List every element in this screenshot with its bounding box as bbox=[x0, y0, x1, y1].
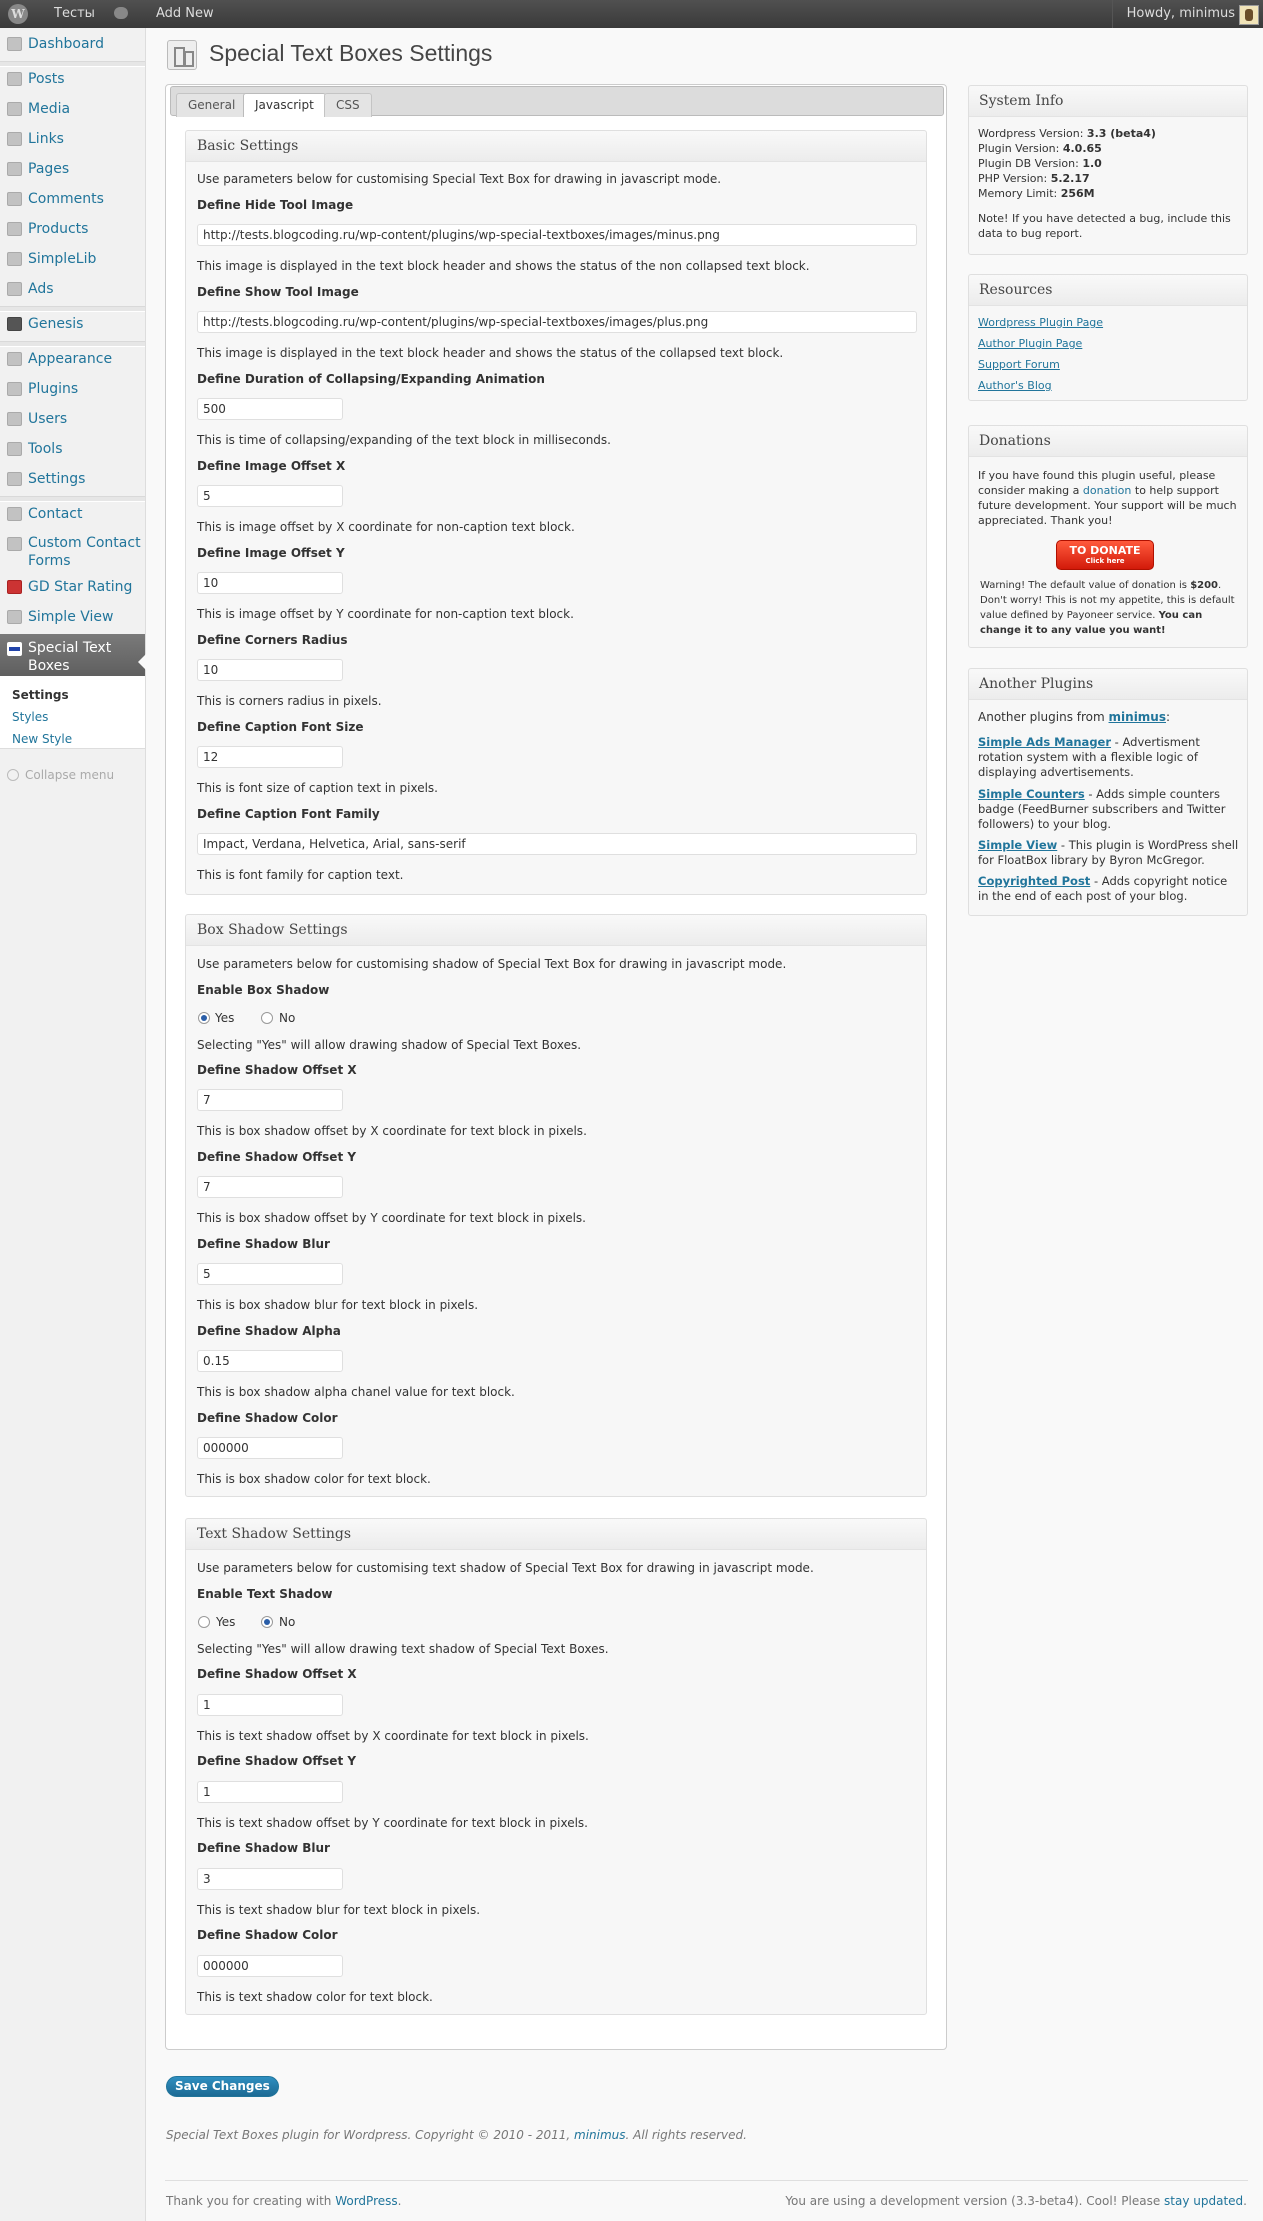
sidebar-item-label: Appearance bbox=[28, 351, 113, 367]
warning-text: Warning! The default value of donation is bbox=[980, 580, 1191, 591]
plugin-desc: - This plugin is WordPress shell for FloatBox library by Byron McGregor. bbox=[978, 838, 1239, 867]
box-shadow-offset-y-label: Define Shadow Offset Y bbox=[197, 1150, 357, 1164]
wordpress-link[interactable]: WordPress bbox=[335, 2194, 398, 2208]
box-shadow-color-label: Define Shadow Color bbox=[197, 1411, 338, 1425]
enable-text-shadow-desc: Selecting "Yes" will allow drawing text shadow of Special Text Boxes. bbox=[197, 1642, 609, 1656]
show-tool-image-input[interactable]: http://tests.blogcoding.ru/wp-content/plugins/wp-special-textboxes/images/plus.png bbox=[197, 311, 917, 333]
enable-text-shadow-label: Enable Text Shadow bbox=[197, 1587, 333, 1601]
footer-version bbox=[785, 2194, 1247, 2208]
sidebar-item-label: Dashboard bbox=[28, 36, 104, 52]
sidebar-item-contact[interactable] bbox=[0, 499, 145, 529]
corners-radius-desc: This is corners radius in pixels. bbox=[197, 694, 382, 708]
box-header bbox=[969, 275, 1247, 306]
animation-duration-input[interactable]: 500 bbox=[197, 398, 343, 420]
image-offset-y-desc: This is image offset by Y coordinate for non-caption text block. bbox=[197, 607, 574, 621]
donate-button-sublabel: Click here bbox=[1085, 557, 1125, 565]
sidebar-item-label: Special Text Boxes bbox=[28, 640, 112, 674]
footer-thanks-text: Thank you for creating with bbox=[166, 2194, 336, 2208]
plugin-desc: - Adds simple counters badge (FeedBurner subscribers and Twitter followers) to your blog. bbox=[978, 787, 1226, 831]
box-shadow-intro: Use parameters below for customising shadow of Special Text Box for drawing in javascript mode. bbox=[197, 957, 787, 971]
show-tool-image-label: Define Show Tool Image bbox=[197, 285, 359, 299]
sidebar-item-label: Simple View bbox=[28, 609, 114, 625]
donations-text bbox=[978, 468, 1240, 528]
sidebar-item-label: Pages bbox=[28, 161, 70, 177]
text-shadow-yes-radio[interactable] bbox=[198, 1616, 210, 1628]
info-label: PHP Version: bbox=[978, 172, 1051, 185]
tab-bar bbox=[170, 86, 944, 116]
plugin-item-simple-view bbox=[978, 838, 1240, 868]
caption-font-family-input[interactable]: Impact, Verdana, Helvetica, Arial, sans-serif bbox=[197, 833, 917, 855]
text-shadow-no-radio[interactable] bbox=[261, 1616, 273, 1628]
sidebar-item-label: GD Star Rating bbox=[28, 579, 133, 595]
author-plugin-page-link[interactable]: Author Plugin Page bbox=[978, 337, 1083, 350]
donate-button[interactable] bbox=[1056, 540, 1154, 570]
basic-settings-intro: Use parameters below for customising Special Text Box for drawing in javascript mode. bbox=[197, 172, 722, 186]
plugin-item-copyrighted-post bbox=[978, 874, 1240, 904]
text-shadow-offset-x-label: Define Shadow Offset X bbox=[197, 1667, 357, 1681]
author-minimus-link[interactable]: minimus bbox=[1108, 710, 1166, 724]
admin-sidebar bbox=[0, 28, 146, 2221]
intro-text-end: : bbox=[1166, 710, 1171, 724]
corners-radius-label: Define Corners Radius bbox=[197, 633, 348, 647]
submenu bbox=[0, 676, 145, 749]
donation-warning bbox=[980, 578, 1242, 638]
simple-ads-manager-link[interactable]: Simple Ads Manager bbox=[978, 735, 1112, 749]
info-plugin-version bbox=[978, 141, 1102, 156]
genesis-icon bbox=[7, 317, 22, 331]
info-label: Plugin DB Version: bbox=[978, 157, 1083, 170]
sidebar-item-gd-star-rating[interactable] bbox=[0, 572, 145, 602]
sidebar-item-label: Comments bbox=[28, 191, 104, 207]
image-offset-y-input[interactable]: 10 bbox=[197, 572, 343, 594]
pushpin-icon bbox=[7, 252, 22, 266]
copyrighted-post-link[interactable]: Copyrighted Post bbox=[978, 874, 1091, 888]
plugin-item-simple-ads-manager bbox=[978, 735, 1240, 780]
text-shadow-offset-x-desc: This is text shadow offset by X coordinate for text block in pixels. bbox=[197, 1729, 589, 1743]
info-value: 256M bbox=[1060, 187, 1095, 200]
hide-tool-image-input[interactable]: http://tests.blogcoding.ru/wp-content/plugins/wp-special-textboxes/images/minus.png bbox=[197, 224, 917, 246]
user-menu[interactable] bbox=[1112, 0, 1263, 28]
sidebar-item-custom-contact-forms[interactable] bbox=[0, 529, 145, 571]
collapse-menu-label: Collapse menu bbox=[25, 768, 115, 782]
sidebar-item-dashboard[interactable] bbox=[0, 29, 145, 59]
copyright-author-link[interactable]: minimus bbox=[574, 2128, 626, 2142]
sidebar-item-tools[interactable] bbox=[0, 434, 145, 464]
footer-thanks-end: . bbox=[397, 2194, 402, 2208]
info-wordpress-version bbox=[978, 126, 1156, 141]
contact-icon bbox=[7, 507, 22, 521]
enable-box-shadow-desc: Selecting "Yes" will allow drawing shadow of Special Text Boxes. bbox=[197, 1038, 582, 1052]
box-title: System Info bbox=[979, 93, 1064, 109]
sidebar-item-special-text-boxes[interactable] bbox=[0, 634, 145, 676]
sidebar-item-ads[interactable] bbox=[0, 274, 145, 304]
caption-font-size-label: Define Caption Font Size bbox=[197, 720, 364, 734]
collapse-menu-button[interactable] bbox=[7, 768, 114, 782]
sidebar-item-posts[interactable] bbox=[0, 64, 145, 94]
avatar bbox=[1239, 5, 1259, 25]
sidebar-item-simplelib[interactable] bbox=[0, 244, 145, 274]
plugin-item-simple-counters bbox=[978, 787, 1240, 832]
donate-button-label: TO DONATE bbox=[1069, 544, 1141, 557]
intro-text: Another plugins from bbox=[978, 710, 1109, 724]
info-label: Plugin Version: bbox=[978, 142, 1063, 155]
box-shadow-offset-y-input[interactable]: 7 bbox=[197, 1176, 343, 1198]
footer-version-text: You are using a development version (3.3-beta4). Cool! Please bbox=[785, 2194, 1165, 2208]
donations-text-start: If you have found this plugin useful, please consider making a bbox=[978, 469, 1216, 497]
info-php-version bbox=[978, 171, 1090, 186]
wordpress-logo-icon[interactable]: W bbox=[8, 4, 28, 24]
another-plugins-intro bbox=[978, 710, 1170, 725]
page-icon bbox=[7, 162, 22, 176]
media-icon bbox=[7, 102, 22, 116]
warning-amount: $200 bbox=[1190, 580, 1219, 591]
info-note: Note! If you have detected a bug, include this data to bug report. bbox=[978, 212, 1231, 240]
image-offset-x-desc: This is image offset by X coordinate for non-caption text block. bbox=[197, 520, 575, 534]
info-value: 1.0 bbox=[1082, 157, 1102, 170]
save-changes-button[interactable]: Save Changes bbox=[166, 2076, 279, 2097]
info-plugin-db-version bbox=[978, 156, 1102, 171]
section-header bbox=[186, 915, 926, 946]
box-shadow-offset-x-desc: This is box shadow offset by X coordinate for text block in pixels. bbox=[197, 1124, 587, 1138]
box-header bbox=[969, 426, 1247, 457]
box-shadow-settings-section bbox=[185, 914, 927, 1497]
caption-font-size-desc: This is font size of caption text in pixels. bbox=[197, 781, 438, 795]
simple-view-icon bbox=[7, 610, 22, 624]
authors-blog-link[interactable]: Author's Blog bbox=[978, 379, 1052, 392]
text-shadow-blur-desc: This is text shadow blur for text block in pixels. bbox=[197, 1903, 481, 1917]
box-header bbox=[969, 669, 1247, 700]
submenu-item-styles[interactable]: Styles bbox=[12, 710, 49, 724]
submenu-item-settings[interactable]: Settings bbox=[12, 688, 69, 702]
sidebar-item-pages[interactable] bbox=[0, 154, 145, 184]
sidebar-item-label: Ads bbox=[28, 281, 54, 297]
sidebar-item-users[interactable] bbox=[0, 404, 145, 434]
users-icon bbox=[7, 412, 22, 426]
sidebar-item-plugins[interactable] bbox=[0, 374, 145, 404]
image-offset-x-label: Define Image Offset X bbox=[197, 459, 346, 473]
admin-bar bbox=[0, 0, 1263, 28]
submenu-item-new-style[interactable]: New Style bbox=[12, 732, 73, 746]
donations-text-end: to help support future development. Your support will be much appreciated. Thank you! bbox=[978, 484, 1237, 527]
text-shadow-offset-x-input[interactable]: 1 bbox=[197, 1694, 343, 1716]
pushpin-icon bbox=[7, 222, 22, 236]
stay-updated-link[interactable]: stay updated bbox=[1164, 2194, 1244, 2208]
tab-css[interactable]: CSS bbox=[324, 93, 372, 117]
sidebar-item-comments[interactable] bbox=[0, 184, 145, 214]
sidebar-item-label: Genesis bbox=[28, 316, 84, 332]
howdy-text: Howdy, minimus bbox=[1126, 6, 1235, 21]
box-title: Resources bbox=[979, 282, 1053, 298]
sidebar-item-label: Posts bbox=[28, 71, 65, 87]
text-shadow-blur-label: Define Shadow Blur bbox=[197, 1841, 330, 1855]
collapse-arrow-icon bbox=[7, 769, 19, 781]
sidebar-item-label: Plugins bbox=[28, 381, 79, 397]
hide-tool-image-desc: This image is displayed in the text block header and shows the status of the non collapsed text block. bbox=[197, 259, 810, 273]
info-label: Memory Limit: bbox=[978, 187, 1061, 200]
warning-text-bold: You can change it to any value you want! bbox=[980, 610, 1203, 636]
box-shadow-yes-radio[interactable] bbox=[198, 1012, 210, 1024]
box-shadow-yes-label[interactable]: Yes bbox=[215, 1011, 235, 1025]
plugin-desc: - Advertisment rotation system with a flexible logic of displaying advertisements. bbox=[978, 735, 1200, 779]
sidebar-item-label: Products bbox=[28, 221, 89, 237]
show-tool-image-desc: This image is displayed in the text block header and shows the status of the collapsed text block. bbox=[197, 346, 784, 360]
footer-version-end: . bbox=[1243, 2194, 1247, 2208]
hide-tool-image-label: Define Hide Tool Image bbox=[197, 198, 354, 212]
text-shadow-yes-label[interactable]: Yes bbox=[216, 1615, 236, 1629]
sidebar-item-simple-view[interactable] bbox=[0, 602, 145, 632]
sidebar-item-genesis[interactable] bbox=[0, 309, 145, 339]
box-shadow-alpha-input[interactable]: 0.15 bbox=[197, 1350, 343, 1372]
box-title: Another Plugins bbox=[979, 676, 1094, 692]
box-shadow-color-desc: This is box shadow color for text block. bbox=[197, 1472, 431, 1486]
image-offset-x-input[interactable]: 5 bbox=[197, 485, 343, 507]
page-title: Special Text Boxes Settings bbox=[209, 40, 493, 66]
add-new-link[interactable]: Add New bbox=[156, 6, 214, 21]
sidebar-item-label: SimpleLib bbox=[28, 251, 97, 267]
site-name-link[interactable]: Тесты bbox=[54, 6, 95, 21]
box-shadow-offset-y-desc: This is box shadow offset by Y coordinate for text block in pixels. bbox=[197, 1211, 586, 1225]
sidebar-item-label: Contact bbox=[28, 506, 83, 522]
plugin-desc: - Adds copyright notice in the end of each post of your blog. bbox=[978, 874, 1228, 903]
custom-forms-icon bbox=[7, 537, 22, 551]
settings-page-icon bbox=[167, 40, 197, 70]
comment-icon bbox=[7, 192, 22, 206]
copyright-text: Special Text Boxes plugin for Wordpress. Copyright © 2010 - 2011, bbox=[166, 2128, 575, 2142]
plugin-icon bbox=[7, 382, 22, 396]
sidebar-item-links[interactable] bbox=[0, 124, 145, 154]
wordpress-plugin-page-link[interactable]: Wordpress Plugin Page bbox=[978, 316, 1104, 329]
caption-font-family-desc: This is font family for caption text. bbox=[197, 868, 404, 882]
box-shadow-offset-x-input[interactable]: 7 bbox=[197, 1089, 343, 1111]
text-shadow-offset-y-desc: This is text shadow offset by Y coordinate for text block in pixels. bbox=[197, 1816, 588, 1830]
sidebar-item-settings[interactable] bbox=[0, 464, 145, 494]
box-shadow-no-label[interactable]: No bbox=[279, 1011, 296, 1025]
tab-general[interactable]: General bbox=[176, 93, 247, 117]
section-title: Text Shadow Settings bbox=[197, 1526, 352, 1542]
caption-font-size-input[interactable]: 12 bbox=[197, 746, 343, 768]
box-shadow-blur-input[interactable]: 5 bbox=[197, 1263, 343, 1285]
text-shadow-intro: Use parameters below for customising text shadow of Special Text Box for drawing in javascript mode. bbox=[197, 1561, 814, 1575]
info-label: Wordpress Version: bbox=[978, 127, 1087, 140]
box-header bbox=[969, 86, 1247, 117]
tab-javascript[interactable]: Javascript bbox=[243, 93, 326, 117]
enable-box-shadow-label: Enable Box Shadow bbox=[197, 983, 330, 997]
sidebar-item-appearance[interactable] bbox=[0, 344, 145, 374]
animation-duration-desc: This is time of collapsing/expanding of the text block in milliseconds. bbox=[197, 433, 611, 447]
plugin-copyright bbox=[166, 2128, 747, 2142]
simple-view-link[interactable]: Simple View bbox=[978, 838, 1058, 852]
settings-icon bbox=[7, 472, 22, 486]
corners-radius-input[interactable]: 10 bbox=[197, 659, 343, 681]
pushpin-icon bbox=[7, 72, 22, 86]
pushpin-icon bbox=[7, 282, 22, 296]
box-shadow-color-input[interactable]: 000000 bbox=[197, 1437, 343, 1459]
sidebar-item-label: Links bbox=[28, 131, 64, 147]
text-shadow-color-desc: This is text shadow color for text block. bbox=[197, 1990, 433, 2004]
info-value: 4.0.65 bbox=[1062, 142, 1102, 155]
copyright-text-end: . All rights reserved. bbox=[625, 2128, 747, 2142]
box-shadow-alpha-desc: This is box shadow alpha chanel value for text block. bbox=[197, 1385, 515, 1399]
box-shadow-no-radio[interactable] bbox=[261, 1012, 273, 1024]
section-header bbox=[186, 131, 926, 162]
dashboard-icon bbox=[7, 37, 22, 51]
animation-duration-label: Define Duration of Collapsing/Expanding Animation bbox=[197, 372, 545, 386]
sidebar-item-products[interactable] bbox=[0, 214, 145, 244]
link-icon bbox=[7, 132, 22, 146]
box-shadow-alpha-label: Define Shadow Alpha bbox=[197, 1324, 341, 1338]
text-shadow-no-label[interactable]: No bbox=[279, 1615, 296, 1629]
current-menu-arrow bbox=[138, 654, 146, 670]
text-shadow-offset-y-label: Define Shadow Offset Y bbox=[197, 1754, 357, 1768]
text-boxes-icon bbox=[7, 642, 22, 656]
text-shadow-blur-input[interactable]: 3 bbox=[197, 1868, 343, 1890]
comments-bubble-icon[interactable] bbox=[114, 7, 128, 19]
star-rating-icon bbox=[7, 580, 22, 594]
sidebar-item-label: Settings bbox=[28, 471, 86, 487]
donation-link[interactable]: donation bbox=[1082, 484, 1132, 497]
text-shadow-color-label: Define Shadow Color bbox=[197, 1928, 338, 1942]
footer-divider bbox=[165, 2180, 1248, 2181]
image-offset-y-label: Define Image Offset Y bbox=[197, 546, 345, 560]
simple-counters-link[interactable]: Simple Counters bbox=[978, 787, 1085, 801]
box-shadow-blur-label: Define Shadow Blur bbox=[197, 1237, 330, 1251]
sidebar-item-label: Custom Contact Forms bbox=[28, 535, 141, 569]
support-forum-link[interactable]: Support Forum bbox=[978, 358, 1060, 371]
box-shadow-offset-x-label: Define Shadow Offset X bbox=[197, 1063, 357, 1077]
tools-icon bbox=[7, 442, 22, 456]
text-shadow-offset-y-input[interactable]: 1 bbox=[197, 1781, 343, 1803]
sidebar-item-label: Users bbox=[28, 411, 68, 427]
text-shadow-color-input[interactable]: 000000 bbox=[197, 1955, 343, 1977]
sidebar-item-label: Tools bbox=[28, 441, 63, 457]
section-title: Box Shadow Settings bbox=[197, 922, 348, 938]
info-value: 3.3 (beta4) bbox=[1086, 127, 1156, 140]
sidebar-item-media[interactable] bbox=[0, 94, 145, 124]
box-shadow-blur-desc: This is box shadow blur for text block in pixels. bbox=[197, 1298, 479, 1312]
sidebar-item-label: Media bbox=[28, 101, 71, 117]
footer-thanks bbox=[166, 2194, 401, 2208]
box-title: Donations bbox=[979, 433, 1051, 449]
section-header bbox=[186, 1519, 926, 1550]
appearance-icon bbox=[7, 352, 22, 366]
info-value: 5.2.17 bbox=[1050, 172, 1090, 185]
caption-font-family-label: Define Caption Font Family bbox=[197, 807, 380, 821]
section-title: Basic Settings bbox=[197, 138, 299, 154]
info-memory-limit bbox=[978, 186, 1095, 201]
warning-text-middle: . Don't worry! This is not my appetite, this is default value defined by Payoneer service. bbox=[980, 580, 1235, 621]
